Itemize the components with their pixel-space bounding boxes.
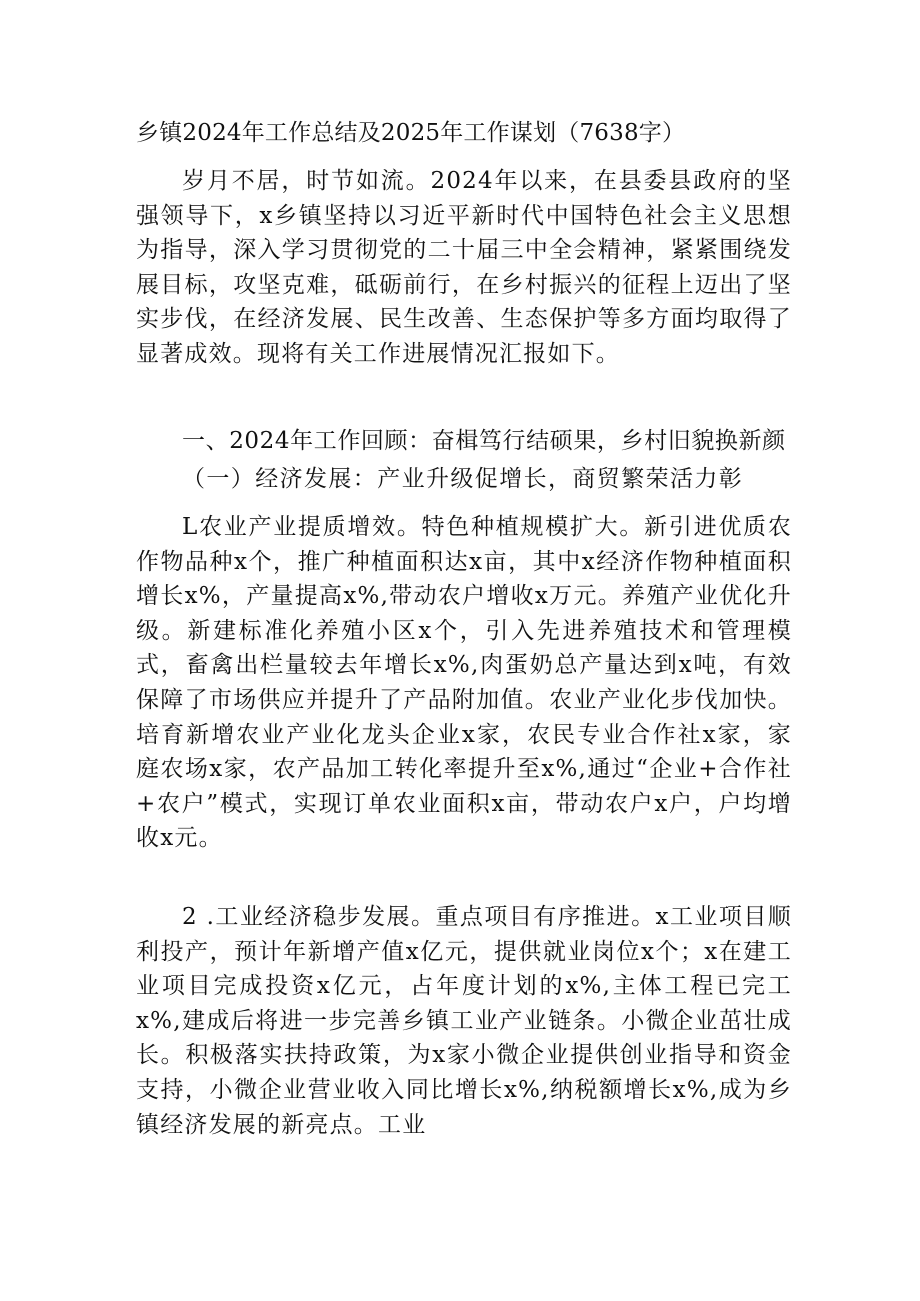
subsection-heading: （一）经济发展：产业升级促增长，商贸繁荣活力彰 [182, 466, 744, 492]
document-title: 乡镇2024年工作总结及2025年工作谋划（7638字） [136, 120, 686, 146]
intro-paragraph: 岁月不居，时节如流。2024年以来，在县委县政府的坚强领导下，x乡镇坚持以习近平新时代中国特色社会主义思想为指导，深入学习贯彻党的二十届三中全会精神，紧紧围绕发展目标，攻坚克难，砥砺前行，在乡村振兴的征程上迈出了坚实步伐，在经济发展、民生改善、生态保护等多方面均取得了显著成效。现将有关工作进展情况汇报如下。 [136, 168, 792, 367]
section-heading: 一、2024年工作回顾：奋楫笃行结硕果，乡村旧貌换新颜 [182, 428, 786, 454]
industry-paragraph: 2 .工业经济稳步发展。重点项目有序推进。x工业项目顺利投产，预计年新增产值x亿元，提供就业岗位x个；x在建工业项目完成投资x亿元，占年度计划的x%,主体工程已完工x%,建成后将进一步完善乡镇工业产业链条。小微企业茁壮成长。积极落实扶持政策，为x家小微企业提供创业指导和资金支持，小微企业营业收入同比增长x%,纳税额增长x%,成为乡镇经济发展的新亮点。工业 [136, 904, 792, 1138]
agriculture-paragraph: L农业产业提质增效。特色种植规模扩大。新引进优质农作物品种x个，推广种植面积达x亩，其中x经济作物种植面积增长x%，产量提高x%,带动农户增收x万元。养殖产业优化升级。新建标准化养殖小区x个，引入先进养殖技术和管理模式，畜禽出栏量较去年增长x%,肉蛋奶总产量达到x吨，有效保障了市场供应并提升了产品附加值。农业产业化步伐加快。培育新增农业产业化龙头企业x家，农民专业合作社x家，家庭农场x家，农产品加工转化率提升至x%,通过“企业+合作社+农户”模式，实现订单农业面积x亩，带动农户x户，户均增收x元。 [136, 514, 792, 852]
